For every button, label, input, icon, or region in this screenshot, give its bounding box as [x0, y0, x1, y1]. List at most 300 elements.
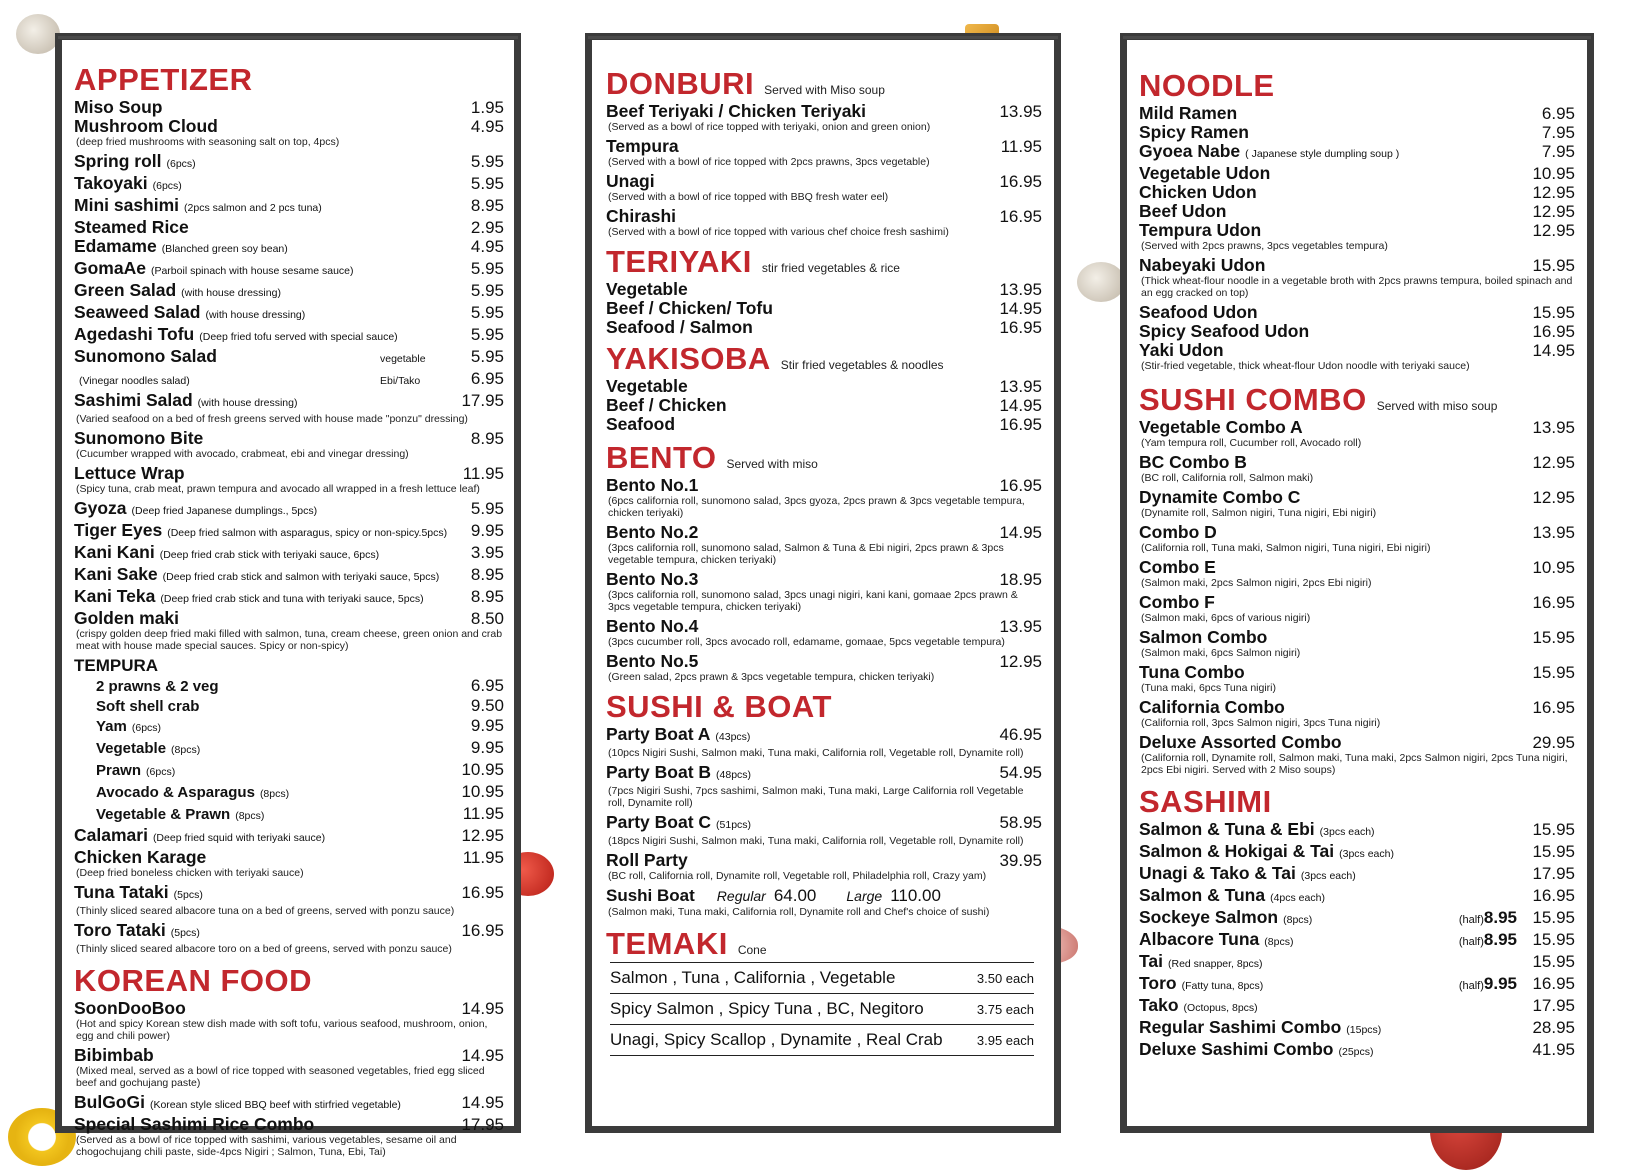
item-name: Bento No.5 [606, 651, 699, 671]
item-name: Deluxe Assorted Combo [1139, 732, 1342, 752]
item-name: Vegetable Udon [1139, 163, 1271, 183]
item-name: BulGoGi [74, 1092, 145, 1112]
menu-item [606, 523, 1042, 542]
menu-item [606, 137, 1042, 156]
item-price: 15.95 [1532, 820, 1575, 839]
item-price: 16.95 [1532, 974, 1575, 993]
menu-item [1139, 142, 1575, 164]
menu-item [1139, 1018, 1575, 1040]
item-price: 16.95 [999, 172, 1042, 191]
item-name-wrap [606, 377, 986, 396]
menu-item [74, 347, 504, 369]
item-name-wrap [96, 717, 448, 738]
temaki-price: 3.95 each [976, 1032, 1034, 1048]
menu-item [74, 174, 504, 196]
item-name: Albacore Tuna [1139, 929, 1260, 949]
item-price: 12.95 [999, 652, 1042, 671]
item-name: Mushroom Cloud [74, 116, 218, 136]
item-name: Combo D [1139, 522, 1217, 542]
menu-item [606, 851, 1042, 870]
item-name: Beef / Chicken/ Tofu [606, 298, 773, 318]
item-price: 16.95 [1532, 593, 1575, 612]
item-name: Calamari [74, 825, 148, 845]
item-price: 10.95 [1532, 558, 1575, 577]
korean-food-list [74, 999, 504, 1158]
item-price: 16.95 [461, 883, 504, 902]
item-name: Kani Teka [74, 586, 156, 606]
item-price: 15.95 [1532, 908, 1575, 927]
menu-item [606, 102, 1042, 121]
item-name: Soft shell crab [96, 698, 200, 715]
item-name: Tuna Tataki [74, 882, 169, 902]
item-price: 12.95 [1532, 183, 1575, 202]
item-name: Combo E [1139, 557, 1216, 577]
large-label: Large [846, 888, 883, 904]
menu-item [74, 325, 504, 347]
item-note: (6pcs) [146, 766, 176, 778]
menu-item [1139, 341, 1575, 360]
menu-item [74, 429, 504, 448]
item-name-wrap [606, 396, 986, 415]
item-name-wrap [606, 207, 986, 226]
item-note: (3pcs each) [1319, 826, 1375, 838]
item-description: (Served with a bowl of rice topped with BBQ fresh water eel) [608, 191, 889, 203]
menu-item [1139, 104, 1575, 123]
item-name-wrap [1139, 256, 1519, 275]
menu-item [74, 1046, 504, 1065]
menu-item [1139, 523, 1575, 542]
item-price: 18.95 [999, 570, 1042, 589]
item-name-wrap [1139, 886, 1519, 908]
item-price: 7.95 [1541, 123, 1575, 142]
item-price: 39.95 [999, 851, 1042, 870]
item-price: 5.95 [470, 347, 504, 366]
menu-item [1139, 221, 1575, 240]
donburi-list [606, 102, 1042, 238]
menu-item [1139, 453, 1575, 472]
item-name: BC Combo B [1139, 452, 1247, 472]
item-description: (Salmon maki, Tuna maki, California roll, Dynamite roll and Chef's choice of sushi) [608, 906, 990, 918]
menu-item [1139, 842, 1575, 864]
item-name-wrap [1139, 453, 1519, 472]
item-note: (15pcs) [1346, 1024, 1382, 1036]
menu-item [1139, 698, 1575, 717]
item-price: 16.95 [461, 921, 504, 940]
item-price: 14.95 [461, 1093, 504, 1112]
menu-item [74, 98, 504, 117]
item-description: (Served as a bowl of rice topped with sashimi, various vegetables, sesame oil and chogochujang chili paste, side-4pcs Nigiri ; Salmon, Tuna, Ebi, Tai) [76, 1134, 457, 1158]
menu-item [1139, 820, 1575, 842]
menu-item [1139, 628, 1575, 647]
item-name-wrap [606, 137, 986, 156]
menu-item [606, 299, 1042, 318]
item-note: (Fatty tuna, 8pcs) [1181, 980, 1264, 992]
item-name-wrap [606, 172, 986, 191]
item-description: (California roll, Tuna maki, Salmon nigiri, Tuna nigiri, Ebi nigiri) [1141, 542, 1431, 554]
item-name: Combo F [1139, 592, 1215, 612]
item-description: (Served with 2pcs prawns, 3pcs vegetables tempura) [1141, 240, 1388, 252]
menu-item [606, 280, 1042, 299]
item-note: (Deep fried tofu served with special sauce) [199, 331, 398, 343]
menu-item [1139, 123, 1575, 142]
item-name-wrap [74, 499, 448, 521]
item-note: (Korean style sliced BBQ beef with stirfried vegetable) [149, 1099, 401, 1111]
section-subtitle-teriyaki: stir fried vegetables & rice [761, 261, 900, 275]
item-name-wrap [606, 813, 986, 835]
menu-item [74, 499, 504, 521]
item-name-wrap [74, 347, 380, 366]
menu-item [74, 237, 504, 259]
item-price: 5.95 [470, 174, 504, 193]
item-name-wrap [1139, 1040, 1519, 1062]
menu-item [1139, 322, 1575, 341]
item-name: Sunomono Bite [74, 428, 204, 448]
item-name: Tempura Udon [1139, 220, 1262, 240]
item-name-wrap [606, 725, 986, 747]
item-price: 41.95 [1532, 1040, 1575, 1059]
half-label: (half) [1458, 980, 1484, 992]
menu-item [74, 804, 504, 826]
item-description: (crispy golden deep fried maki filled with salmon, tuna, cream cheese, green onion and crab meat with house made special sauces. Spicy or non-spicy) [76, 628, 503, 652]
menu-item [1139, 952, 1575, 974]
item-price: 13.95 [1532, 523, 1575, 542]
item-name-wrap [1139, 820, 1519, 842]
item-variant: Ebi/Tako [380, 375, 421, 387]
item-name: Party Boat B [606, 762, 712, 782]
item-name-wrap [74, 303, 448, 325]
item-name: Sunomono Salad [74, 346, 217, 366]
item-name: Chirashi [606, 206, 677, 226]
item-description: (6pcs california roll, sunomono salad, 3pcs gyoza, 2pcs prawn & 3pcs vegetable tempura, chicken teriyaki) [608, 495, 1025, 519]
temaki-row [610, 1025, 1034, 1056]
menu-column-right [1120, 33, 1594, 1133]
item-description: (3pcs california roll, sunomono salad, 3pcs unagi nigiri, kani kani, gomaae 2pcs prawn & 3pcs vegetable tempura, chicken teriyaki) [608, 589, 1018, 613]
item-note: (8pcs) [235, 810, 265, 822]
item-description: (Deep fried boneless chicken with teriyaki sauce) [76, 867, 304, 879]
section-title-korean-food: KOREAN FOOD [74, 963, 312, 998]
item-note: (Deep fried crab stick and salmon with teriyaki sauce, 5pcs) [162, 571, 440, 583]
item-price: 9.95 [470, 521, 504, 540]
item-price: 3.95 [470, 543, 504, 562]
item-price: 16.95 [1532, 698, 1575, 717]
item-name-wrap [1139, 842, 1519, 864]
item-note: (with house dressing) [181, 287, 281, 299]
menu-item [74, 826, 504, 848]
item-price: 5.95 [470, 325, 504, 344]
item-name-wrap [1139, 202, 1519, 221]
section-subtitle-yakisoba: Stir fried vegetables & noodles [780, 358, 944, 372]
item-name: Bibimbab [74, 1045, 154, 1065]
menu-item [74, 281, 504, 303]
section-subtitle-temaki: Cone [737, 943, 767, 957]
half-price: 8.95 [1483, 930, 1517, 949]
item-name: Vegetable [606, 376, 688, 396]
item-price: 11.95 [1000, 137, 1042, 156]
item-description: (10pcs Nigiri Sushi, Salmon maki, Tuna maki, California roll, Vegetable roll, Dynamite roll) [608, 747, 1024, 759]
item-name-wrap [606, 102, 986, 121]
item-description: (California roll, 3pcs Salmon nigiri, 3pcs Tuna nigiri) [1141, 717, 1381, 729]
item-name: Bento No.2 [606, 522, 699, 542]
menu-item [1139, 733, 1575, 752]
item-name-wrap [74, 587, 448, 609]
noodle-list [1139, 104, 1575, 372]
item-name-wrap [606, 570, 986, 589]
menu-item [74, 587, 504, 609]
item-name: Salmon & Tuna & Ebi [1139, 819, 1315, 839]
item-name: Seaweed Salad [74, 302, 201, 322]
item-price: 14.95 [999, 396, 1042, 415]
item-description: (Green salad, 2pcs prawn & 3pcs vegetable tempura, chicken teriyaki) [608, 671, 935, 683]
item-note: (Octopus, 8pcs) [1183, 1002, 1258, 1014]
item-name-wrap [74, 848, 448, 867]
item-name: Gyoza [74, 498, 127, 518]
section-title-temaki: TEMAKI [606, 926, 728, 961]
item-description: (Cucumber wrapped with avocado, crabmeat, ebi and vinegar dressing) [76, 448, 409, 460]
item-name-wrap [606, 617, 986, 636]
menu-item [606, 617, 1042, 636]
item-name: Salmon Combo [1139, 627, 1268, 647]
item-note: (Deep fried crab stick with teriyaki sauce, 6pcs) [159, 549, 380, 561]
item-price: 5.95 [470, 259, 504, 278]
item-name: Toro Tataki [74, 920, 166, 940]
item-name: Chicken Karage [74, 847, 207, 867]
item-name-wrap [1139, 908, 1459, 930]
item-description: (Spicy tuna, crab meat, prawn tempura and avocado all wrapped in a fresh lettuce leaf) [76, 483, 480, 495]
item-name-wrap [74, 281, 448, 303]
menu-item [606, 570, 1042, 589]
item-price: 15.95 [1532, 842, 1575, 861]
item-name-wrap [74, 565, 448, 587]
item-name: Tai [1139, 951, 1163, 971]
item-note: (Red snapper, 8pcs) [1168, 958, 1263, 970]
item-name-wrap [606, 318, 986, 337]
item-price: 58.95 [999, 813, 1042, 832]
item-name: Spicy Ramen [1139, 122, 1249, 142]
item-description: (Salmon maki, 2pcs Salmon nigiri, 2pcs Ebi nigiri) [1141, 577, 1372, 589]
menu-item [1139, 164, 1575, 183]
item-name-wrap [74, 259, 448, 281]
item-description: (Dynamite roll, Salmon nigiri, Tuna nigiri, Ebi nigiri) [1141, 507, 1377, 519]
item-name: Roll Party [606, 850, 688, 870]
item-price: 11.95 [462, 464, 504, 483]
item-price: 15.95 [1532, 628, 1575, 647]
item-description: (3pcs cucumber roll, 3pcs avocado roll, edamame, gomaae, 5pcs vegetable tempura) [608, 636, 1005, 648]
item-price: 17.95 [1532, 996, 1575, 1015]
menu-item [1139, 593, 1575, 612]
menu-item [606, 813, 1042, 835]
menu-item [1139, 202, 1575, 221]
item-note: (2pcs salmon and 2 pcs tuna) [184, 202, 322, 214]
item-price: 46.95 [999, 725, 1042, 744]
half-price: 8.95 [1483, 908, 1517, 927]
item-price: 6.95 [470, 369, 504, 388]
menu-item [1139, 488, 1575, 507]
item-name: Seafood / Salmon [606, 317, 753, 337]
menu-item [606, 207, 1042, 226]
appetizer-list [74, 98, 504, 652]
item-note: (6pcs) [152, 180, 182, 192]
item-name-wrap [74, 429, 448, 448]
menu-item [606, 415, 1042, 434]
item-price: 10.95 [1532, 164, 1575, 183]
regular-price: 64.00 [773, 886, 817, 905]
item-name-wrap [1139, 123, 1519, 142]
item-name-wrap [606, 763, 986, 785]
item-name: Bento No.4 [606, 616, 699, 636]
item-name-wrap [96, 697, 448, 716]
mushroom-icon [16, 14, 60, 54]
item-price: 10.95 [461, 760, 504, 779]
menu-item [74, 1093, 504, 1115]
item-price: 16.95 [999, 415, 1042, 434]
menu-item [606, 318, 1042, 337]
item-name: Party Boat C [606, 812, 712, 832]
item-description: (3pcs california roll, sunomono salad, Salmon & Tuna & Ebi nigiri, 2pcs prawn & 3pcs vegetable tempura, chicken teriyaki) [608, 542, 1004, 566]
menu-item [74, 716, 504, 738]
item-name: California Combo [1139, 697, 1285, 717]
item-name: Gyoea Nabe [1139, 141, 1241, 161]
item-name-wrap [74, 237, 448, 259]
menu-item [74, 543, 504, 565]
item-price: 13.95 [999, 280, 1042, 299]
item-description: (California roll, Dynamite roll, Salmon maki, Tuna maki, 2pcs Salmon nigiri, 2pcs Tuna nigiri, 2pcs Ebi nigiri. Served with 2 Miso soups) [1141, 752, 1568, 776]
item-note: (Deep fried squid with teriyaki sauce) [152, 832, 326, 844]
menu-item [1139, 974, 1575, 996]
item-note: (8pcs) [259, 788, 290, 800]
bento-list [606, 476, 1042, 683]
item-name-wrap [1139, 558, 1519, 577]
menu-item [74, 369, 504, 391]
item-note: (25pcs) [1338, 1046, 1374, 1058]
item-name: Beef Teriyaki / Chicken Teriyaki [606, 101, 867, 121]
item-price: 54.95 [999, 763, 1042, 782]
regular-label: Regular [716, 888, 766, 904]
item-price: 9.50 [470, 696, 504, 715]
appetizer-more-list [74, 826, 504, 955]
item-name-wrap [74, 826, 448, 848]
half-portion [1459, 908, 1517, 930]
item-note: (3pcs each) [1339, 848, 1394, 860]
item-name: Vegetable [96, 740, 167, 757]
item-price: 8.95 [470, 196, 504, 215]
item-description: (18pcs Nigiri Sushi, Salmon maki, Tuna maki, California roll, Vegetable roll, Dynamite roll) [608, 835, 1024, 847]
item-price: 1.95 [470, 98, 504, 117]
item-price: 15.95 [1532, 952, 1575, 971]
item-price: 11.95 [462, 804, 504, 823]
large-price: 110.00 [890, 886, 941, 905]
item-price: 4.95 [470, 237, 504, 256]
item-name: Agedashi Tofu [74, 324, 195, 344]
item-price: 6.95 [470, 676, 504, 695]
item-name: Miso Soup [74, 97, 163, 117]
menu-item [74, 117, 504, 136]
item-name-wrap [96, 677, 448, 696]
item-note: (3pcs each) [1300, 870, 1356, 882]
item-price: 11.95 [462, 848, 504, 867]
item-name-wrap [74, 543, 448, 565]
item-note: (8pcs) [171, 744, 201, 756]
item-price: 9.95 [470, 738, 504, 757]
item-note: (Deep fried crab stick and tuna with teriyaki sauce, 5pcs) [160, 593, 424, 605]
half-label: (half) [1458, 914, 1484, 926]
menu-item [1139, 886, 1575, 908]
item-note: (5pcs) [170, 927, 200, 939]
item-name-wrap [74, 921, 448, 943]
item-note: (Deep fried Japanese dumplings., 5pcs) [131, 505, 318, 517]
item-name-wrap [96, 805, 448, 826]
item-price: 10.95 [461, 782, 504, 801]
item-name: Kani Kani [74, 542, 155, 562]
menu-item [74, 521, 504, 543]
item-price: 6.95 [1541, 104, 1575, 123]
menu-item [1139, 996, 1575, 1018]
item-name-wrap [74, 196, 448, 218]
item-name-wrap [1139, 974, 1459, 996]
item-name-wrap [1139, 698, 1519, 717]
item-name: 2 prawns & 2 veg [96, 678, 219, 695]
item-name-wrap [1139, 733, 1519, 752]
item-name-wrap [1139, 322, 1519, 341]
item-description: (Salmon maki, 6pcs Salmon nigiri) [1141, 647, 1301, 659]
item-name-wrap [1139, 952, 1519, 974]
item-name: Steamed Rice [74, 217, 189, 237]
section-subtitle-donburi: Served with Miso soup [764, 83, 885, 97]
item-name-wrap [74, 609, 448, 628]
item-name-wrap [74, 325, 448, 347]
item-description: (Served with a bowl of rice topped with various chef choice fresh sashimi) [608, 226, 949, 238]
menu-item [606, 476, 1042, 495]
item-name: Unagi [606, 171, 655, 191]
item-name-wrap [74, 883, 448, 905]
section-subtitle-bento: Served with miso [726, 457, 818, 471]
item-description: (BC roll, California roll, Dynamite roll, Vegetable roll, Philadelphia roll, Crazy yam) [608, 870, 987, 882]
temaki-name: Spicy Salmon , Spicy Tuna , BC, Negitoro [610, 999, 924, 1018]
temaki-name: Salmon , Tuna , California , Vegetable [610, 968, 896, 987]
half-portion [1459, 930, 1517, 952]
item-price: 8.95 [470, 587, 504, 606]
section-subtitle-sushi-combo: Served with miso soup [1376, 399, 1498, 413]
item-name: Takoyaki [74, 173, 148, 193]
item-price: 13.95 [1532, 418, 1575, 437]
item-name: Vegetable Combo A [1139, 417, 1303, 437]
item-note: (5pcs) [173, 889, 203, 901]
item-note: (8pcs) [1283, 914, 1313, 926]
item-price: 13.95 [999, 377, 1042, 396]
item-description: (deep fried mushrooms with seasoning salt on top, 4pcs) [76, 136, 340, 148]
item-note: (6pcs) [131, 722, 162, 734]
menu-item [74, 565, 504, 587]
menu-item [74, 1115, 504, 1134]
item-name-wrap [74, 117, 448, 136]
item-name-wrap [1139, 488, 1519, 507]
item-name: Salmon & Tuna [1139, 885, 1266, 905]
item-note: (8pcs) [1264, 936, 1294, 948]
menu-item [1139, 183, 1575, 202]
item-name: Nabeyaki Udon [1139, 255, 1266, 275]
menu-item [606, 377, 1042, 396]
item-name: Seafood Udon [1139, 302, 1258, 322]
item-price: 15.95 [1532, 303, 1575, 322]
item-name: Seafood [606, 414, 676, 434]
item-name: Golden maki [74, 608, 180, 628]
menu-item [74, 999, 504, 1018]
menu-item [606, 652, 1042, 671]
item-note: (6pcs) [166, 158, 196, 170]
item-name: Prawn [96, 762, 142, 779]
item-description: (Hot and spicy Korean stew dish made with soft tofu, various seafood, mushroom, onion, egg and chili power) [76, 1018, 488, 1042]
item-name: Tiger Eyes [74, 520, 163, 540]
item-name: Unagi & Tako & Tai [1139, 863, 1296, 883]
